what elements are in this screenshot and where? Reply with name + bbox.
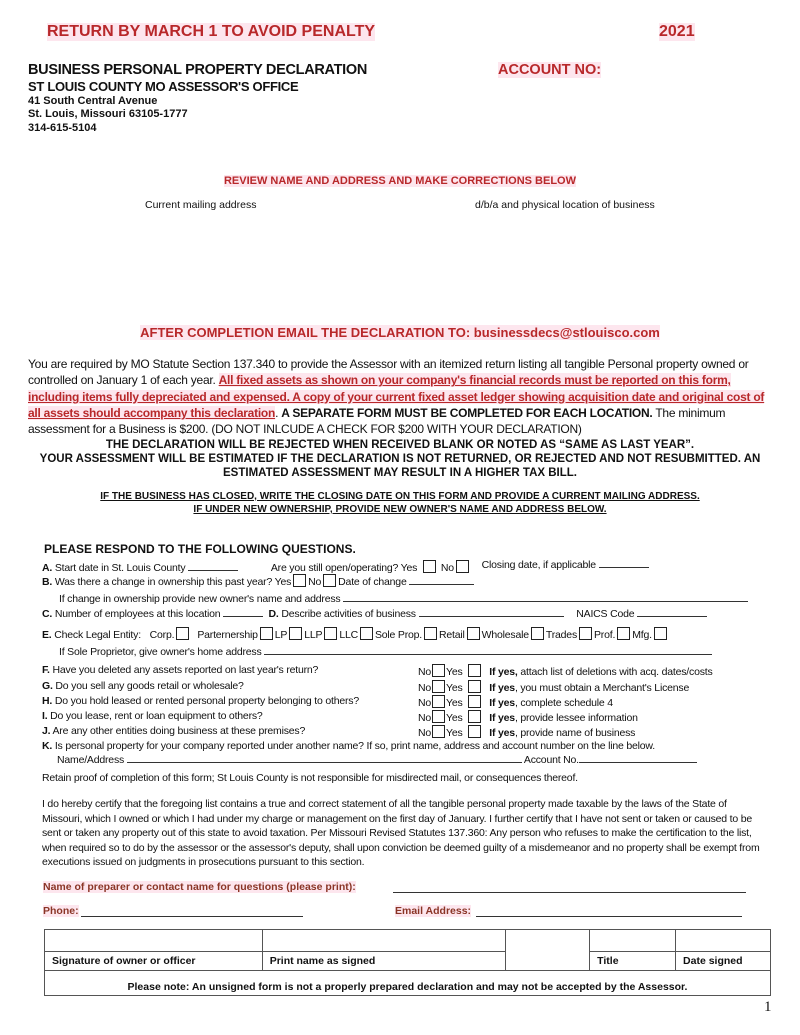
entity-checkbox-wholesale[interactable] — [531, 627, 544, 640]
sole-proprietor-label: If Sole Proprietor, give owner's home address — [59, 646, 262, 658]
question-letter: D. — [268, 608, 279, 620]
question-letter: B. — [42, 576, 53, 588]
no-label: No — [418, 727, 432, 739]
yes-no-options — [418, 695, 613, 709]
warning-new-owner: IF UNDER NEW OWNERSHIP, PROVIDE NEW OWNER'S NAME AND ADDRESS BELOW. — [193, 504, 607, 515]
ownership-yes-checkbox[interactable] — [293, 574, 306, 587]
open-yes-checkbox[interactable] — [423, 560, 436, 573]
entity-checkbox-parternership[interactable] — [260, 627, 273, 640]
question-letter: E. — [42, 629, 52, 641]
question-text: Do you hold leased or rented personal property belonging to others? — [54, 695, 359, 707]
no-checkbox[interactable] — [432, 680, 445, 693]
signature-label: Signature of owner or officer — [45, 952, 263, 971]
new-owner-field[interactable] — [343, 592, 748, 602]
activities-field[interactable] — [419, 607, 564, 617]
yes-no-options — [418, 680, 689, 694]
page-number: 1 — [764, 999, 772, 1015]
naics-field[interactable] — [637, 607, 707, 617]
question-letter: K. — [42, 740, 53, 752]
mailing-address-label: Current mailing address — [145, 199, 257, 211]
signature-table — [44, 929, 771, 996]
dba-label: d/b/a and physical location of business — [475, 199, 655, 211]
no-checkbox[interactable] — [432, 664, 445, 677]
date-of-change-field[interactable] — [409, 575, 474, 585]
preparer-field[interactable] — [393, 883, 746, 893]
unsigned-note: Please note: An unsigned form is not a properly prepared declaration and may not be accepted by the Assessor. — [45, 971, 771, 996]
entity-label: Trades — [545, 629, 577, 641]
if-yes-label: If yes — [489, 727, 515, 739]
entity-checkbox-llc[interactable] — [360, 627, 373, 640]
title-label: Title — [590, 952, 676, 971]
warning-rejected: THE DECLARATION WILL BE REJECTED WHEN RECEIVED BLANK OR NOTED AS “SAME AS LAST YEAR”. — [105, 439, 695, 451]
office-address-line1: 41 South Central Avenue — [28, 95, 158, 107]
yes-label: Yes — [446, 712, 463, 724]
yes-checkbox[interactable] — [468, 695, 481, 708]
preparer-label: Name of preparer or contact name for questions (please print): — [43, 881, 356, 893]
if-yes-note: , provide lessee information — [514, 712, 638, 724]
if-yes-note: , complete schedule 4 — [514, 697, 613, 709]
yes-no-options — [418, 664, 713, 678]
form-title: BUSINESS PERSONAL PROPERTY DECLARATION — [28, 62, 368, 78]
question-text: Was there a change in ownership this past year? Yes — [54, 576, 292, 588]
email-label: Email Address: — [395, 905, 472, 917]
question-text: Is personal property for your company reported under another name? If so, print name, address and account number on the line below. — [54, 740, 655, 752]
print-name-field[interactable] — [262, 930, 506, 952]
office-address-line2: St. Louis, Missouri 63105-1777 — [28, 108, 188, 120]
no-checkbox[interactable] — [432, 725, 445, 738]
statute-minimum: The minimum assessment for a Business is $200. (DO NOT INLCUDE A CHECK FOR $200 WITH YOUR DECLARATION) — [28, 405, 726, 437]
open-question: Are you still open/operating? Yes — [270, 562, 418, 574]
question-i — [42, 710, 263, 722]
closing-date-label: Closing date, if applicable — [481, 559, 596, 571]
naics-label: NAICS Code — [576, 608, 635, 620]
email-notice: AFTER COMPLETION EMAIL THE DECLARATION TO: businessdecs@stlouisco.com — [140, 325, 660, 340]
yes-checkbox[interactable] — [468, 710, 481, 723]
k-account-label: Account No. — [523, 754, 579, 766]
question-text: Start date in St. Louis County — [54, 562, 186, 574]
warning-closed: IF THE BUSINESS HAS CLOSED, WRITE THE CLOSING DATE ON THIS FORM AND PROVIDE A CURRENT MAILING ADDRESS. — [100, 491, 700, 502]
closing-date-field[interactable] — [599, 558, 649, 568]
questions-title: PLEASE RESPOND TO THE FOLLOWING QUESTIONS. — [44, 542, 356, 556]
new-owner-label: If change in ownership provide new owner's name and address — [59, 593, 341, 605]
phone-label: Phone: — [43, 905, 79, 917]
entity-checkbox-trades[interactable] — [579, 627, 592, 640]
yes-checkbox[interactable] — [468, 680, 481, 693]
office-phone: 314-615-5104 — [28, 122, 97, 134]
retain-proof: Retain proof of completion of this form; St Louis County is not responsible for misdirected mail, or consequences thereof. — [42, 772, 578, 784]
review-heading-row — [20, 175, 780, 187]
no-checkbox[interactable] — [432, 710, 445, 723]
no-label: No — [440, 562, 454, 574]
question-letter: H. — [42, 695, 53, 707]
entity-label: Retail — [439, 629, 465, 641]
entity-checkbox-llp[interactable] — [324, 627, 337, 640]
entity-checkbox-mfg[interactable] — [654, 627, 667, 640]
blank-cell — [506, 930, 590, 971]
form-year: 2021 — [659, 23, 695, 40]
entity-label: Wholesale — [481, 629, 529, 641]
open-no-checkbox[interactable] — [456, 560, 469, 573]
no-label: No — [418, 697, 432, 709]
entity-label: Prof. — [594, 629, 616, 641]
question-b — [42, 574, 474, 588]
k-account-field[interactable] — [579, 753, 697, 763]
question-text: Are any other entities doing business at these premises? — [52, 725, 306, 737]
question-letter: I. — [42, 710, 48, 722]
question-e — [42, 627, 669, 641]
entity-checkbox-soleprop[interactable] — [424, 627, 437, 640]
statute-fixed-assets: All fixed assets as shown on your company's financial records must be reported on this form, including items fully depreciated and expensed. A copy of your current fixed asset ledger showing acquisition date and original cost of all assets should accompany this declaration — [28, 373, 765, 420]
question-text: Have you deleted any assets reported on last year's return? — [52, 664, 319, 676]
no-label: No — [418, 682, 432, 694]
sole-proprietor-row — [59, 645, 712, 658]
yes-label: Yes — [446, 666, 463, 678]
entity-label: LP — [274, 629, 288, 641]
no-label: No — [418, 712, 432, 724]
question-g — [42, 680, 244, 692]
new-owner-row — [59, 592, 748, 605]
yes-label: Yes — [446, 682, 463, 694]
if-yes-label: If yes — [489, 682, 515, 694]
question-letter: F. — [42, 664, 50, 676]
if-yes-note: , provide name of business — [514, 727, 636, 739]
email-notice-row — [20, 325, 780, 340]
review-heading: REVIEW NAME AND ADDRESS AND MAKE CORRECTIONS BELOW — [223, 175, 576, 187]
no-label: No — [418, 666, 432, 678]
date-signed-label: Date signed — [676, 952, 771, 971]
if-yes-note: attach list of deletions with acq. dates/costs — [517, 666, 713, 678]
yes-checkbox[interactable] — [468, 725, 481, 738]
certification-text: I do hereby certify that the foregoing list contains a true and correct statement of all the tangible personal property made taxable by the laws of the State of Missouri, which I owned or which I had under my charge or management on the first day of January. I further certify that I have not sent or taken or caused to be sent or taken any property out of this state to avoid taxation. Per Missouri Revised Statutes 137.360: Any person who refuses to make the certification to the list, when required so to do by the assessor or the assessor's deputy, shall upon conviction be deemed guilty of a misdemeanor and no property shall be exempt from executions issued on judgments in prosecutions pursuant to this section. — [42, 798, 760, 868]
entity-checkbox-retail[interactable] — [467, 627, 480, 640]
question-f — [42, 664, 318, 676]
entity-label: LLC — [339, 629, 358, 641]
entity-checkbox-lp[interactable] — [289, 627, 302, 640]
question-text: Do you sell any goods retail or wholesale? — [55, 680, 244, 692]
question-letter: J. — [42, 725, 51, 737]
entity-label: Parternership — [197, 629, 258, 641]
entity-label: LLP — [304, 629, 323, 641]
title-field[interactable] — [590, 930, 676, 952]
ownership-no-checkbox[interactable] — [323, 574, 336, 587]
no-checkbox[interactable] — [432, 695, 445, 708]
employees-field[interactable] — [223, 607, 263, 617]
email-field[interactable] — [476, 907, 742, 917]
entity-checkbox-prof[interactable] — [617, 627, 630, 640]
question-k — [42, 740, 655, 752]
if-yes-label: If yes — [489, 697, 515, 709]
question-text: Number of employees at this location — [54, 608, 221, 620]
date-signed-field[interactable] — [676, 930, 771, 952]
entity-label: Corp. — [149, 629, 175, 641]
yes-no-options — [418, 710, 638, 724]
entity-label: Mfg. — [632, 629, 652, 641]
no-label: No — [308, 576, 322, 588]
statute-separate-form: A SEPARATE FORM MUST BE COMPLETED FOR EACH LOCATION. — [281, 405, 653, 420]
question-letter: C. — [42, 608, 53, 620]
k-name-field[interactable] — [127, 753, 522, 763]
if-yes-note: , you must obtain a Merchant's License — [514, 682, 690, 694]
entity-checkbox-corp[interactable] — [176, 627, 189, 640]
ownership-warnings — [20, 490, 780, 516]
office-name: ST LOUIS COUNTY MO ASSESSOR'S OFFICE — [28, 79, 299, 94]
question-text: Do you lease, rent or loan equipment to others? — [50, 710, 263, 722]
question-c-d — [42, 607, 707, 620]
k-name-label: Name/Address — [57, 754, 125, 766]
start-date-field[interactable] — [188, 561, 238, 571]
yes-checkbox[interactable] — [468, 664, 481, 677]
warning-estimated: YOUR ASSESSMENT WILL BE ESTIMATED IF THE DECLARATION IS NOT RETURNED, OR REJECTED AND NOT RESUBMITTED. AN ESTIMATED ASSESSMENT MAY RESULT IN A HIGHER TAX BILL. — [39, 453, 761, 479]
entity-label: Sole Prop. — [374, 629, 423, 641]
phone-field[interactable] — [81, 907, 303, 917]
date-of-change-label: Date of change — [338, 576, 407, 588]
statute-intro: You are required by MO Statute Section 137.340 to provide the Assessor with an itemized return listing all tangible Personal property owned or controlled on January 1 of each year. — [28, 357, 749, 388]
question-text: Check Legal Entity: — [54, 629, 141, 641]
return-by-notice: RETURN BY MARCH 1 TO AVOID PENALTY — [47, 23, 376, 40]
if-yes-label: If yes, — [489, 666, 518, 678]
yes-label: Yes — [446, 727, 463, 739]
question-h — [42, 695, 359, 707]
question-text: Describe activities of business — [281, 608, 416, 620]
print-name-label: Print name as signed — [262, 952, 506, 971]
if-yes-label: If yes — [489, 712, 515, 724]
account-no-label: ACCOUNT NO: — [498, 62, 602, 78]
rejection-warnings — [28, 438, 772, 480]
question-letter: A. — [42, 562, 53, 574]
sole-proprietor-address-field[interactable] — [264, 645, 712, 655]
question-a — [42, 558, 649, 574]
question-j — [42, 725, 305, 737]
yes-no-options — [418, 725, 635, 739]
question-letter: G. — [42, 680, 53, 692]
yes-label: Yes — [446, 697, 463, 709]
statute-paragraph: You are required by MO Statute Section 137.340 to provide the Assessor with an itemized return listing all tangible Personal property owned or controlled on January 1 of each year. All fixed assets as shown on your company's financial records must be reported on this form, including items fully depreciated and expensed. A copy of your current fixed asset ledger showing acquisition date and original cost of all assets should accompany this declaration. A SEPARATE FORM MUST BE COMPLETED FOR EACH LOCATION. The minimum assessment for a Business is $200. (DO NOT INLCUDE A CHECK FOR $200 WITH YOUR DECLARATION) — [28, 357, 765, 437]
k-fields — [57, 753, 697, 766]
signature-field[interactable] — [45, 930, 263, 952]
